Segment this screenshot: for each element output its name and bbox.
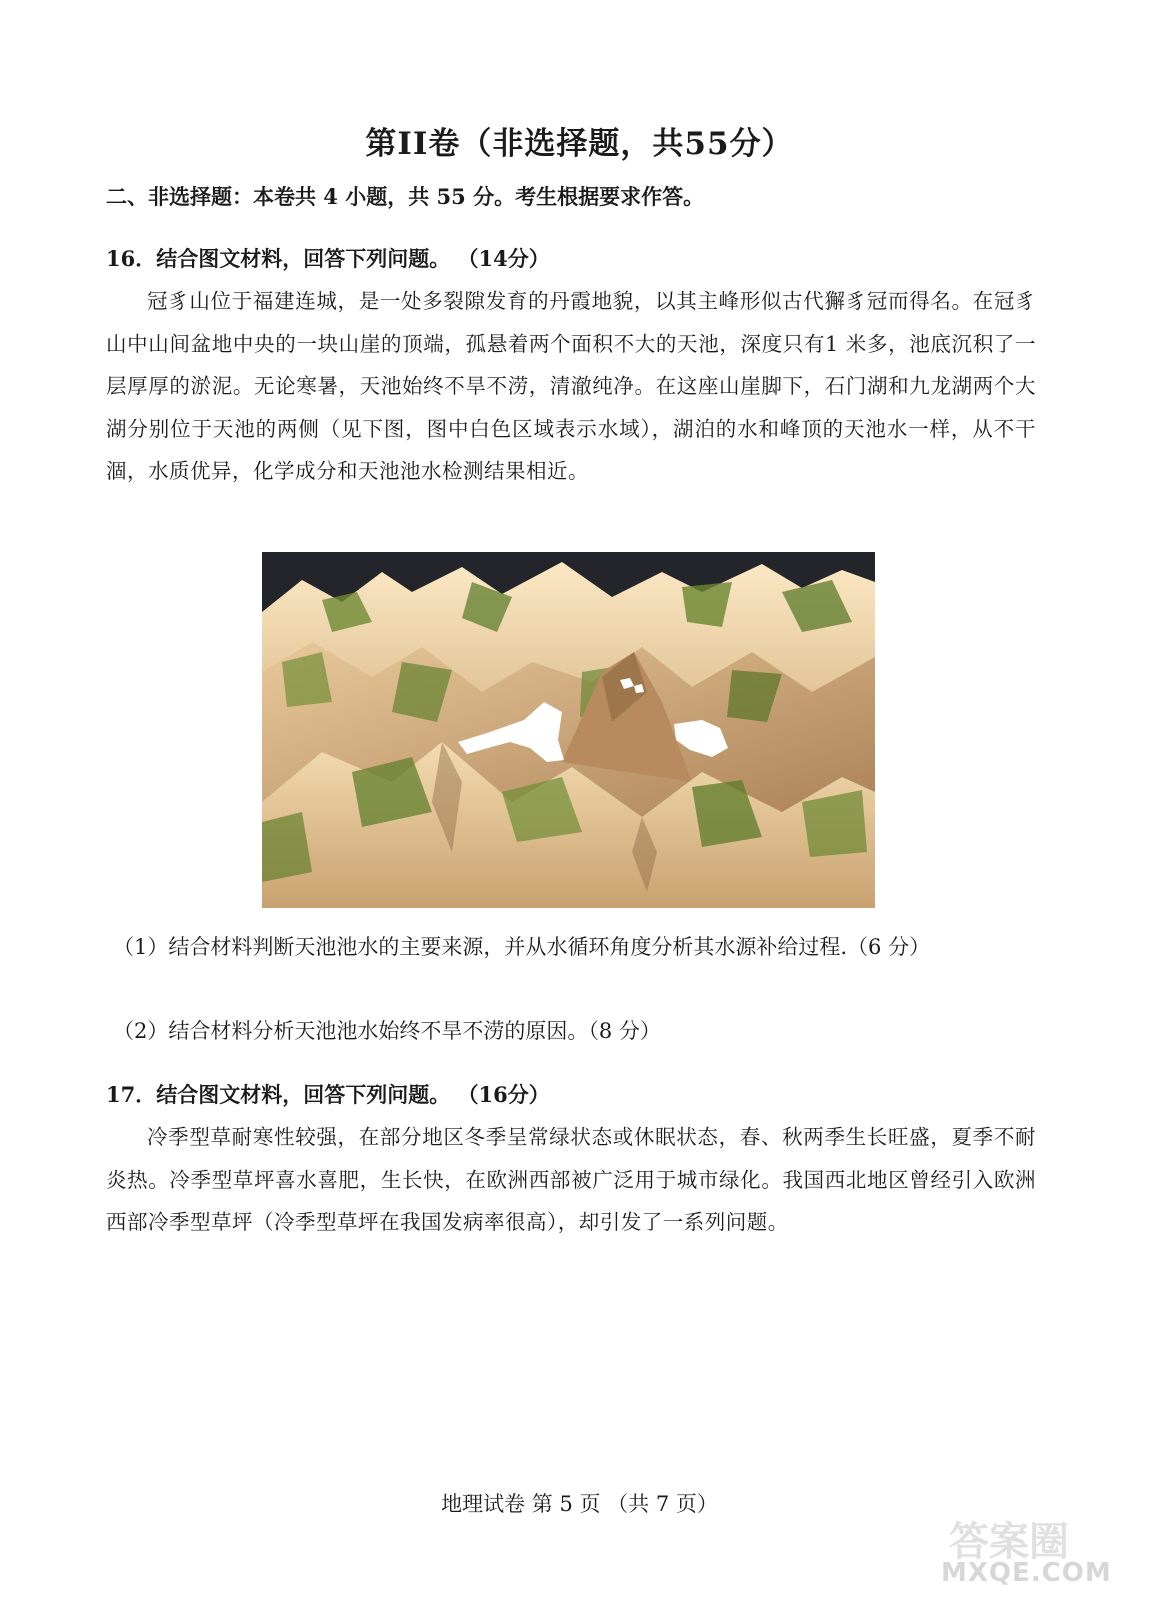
page-title: 第II卷（非选择题，共55分）: [365, 126, 794, 162]
question-17-heading: 17．结合图文材料，回答下列问题。 （16分）: [106, 1082, 550, 1107]
watermark-logo: 答案圈: [949, 1519, 1069, 1565]
question-17-material: 冷季型草耐寒性较强，在部分地区冬季呈常绿状态或休眠状态，春、秋两季生长旺盛，夏季不耐炎热。冷季型草坪喜水喜肥，生长快，在欧洲西部被广泛用于城市绿化。我国西北地区曾经引入欧洲西部冷季型草坪（冷季型草坪在我国发病率很高），却引发了一系列问题。: [106, 1125, 1036, 1234]
terrain-illustration: [262, 552, 875, 908]
terrain-figure: [262, 552, 875, 908]
section-heading: 二、非选择题：本卷共 4 小题，共 55 分。考生根据要求作答。: [106, 184, 705, 209]
question-16-heading: 16．结合图文材料，回答下列问题。 （14分）: [106, 246, 550, 271]
page-footer: 地理试卷 第 5 页 （共 7 页）: [441, 1492, 718, 1516]
question-16-material: 冠豸山位于福建连城，是一处多裂隙发育的丹霞地貌，以其主峰形似古代獬豸冠而得名。在冠豸山中山间盆地中央的一块山崖的顶端，孤悬着两个面积不大的天池，深度只有1 米多，池底沉积了一层厚厚的淤泥。无论寒暑，天池始终不旱不涝，清澈纯净。在这座山崖脚下，石门湖和九龙湖两个大湖分别位于天池的两侧（见下图，图中白色区域表示水域），湖泊的水和峰顶的天池水一样，从不干涸，水质优异，化学成分和天池池水检测结果相近。: [106, 289, 1036, 483]
question-16-part-2: （2）结合材料分析天池池水始终不旱不涝的原因。（8 分）: [113, 1019, 661, 1043]
site-watermark: [931, 1508, 1151, 1594]
watermark-site: MXQE.COM: [941, 1558, 1112, 1588]
question-16-part-1: （1）结合材料判断天池池水的主要来源，并从水循环角度分析其水源补给过程.（6 分）: [113, 935, 931, 959]
